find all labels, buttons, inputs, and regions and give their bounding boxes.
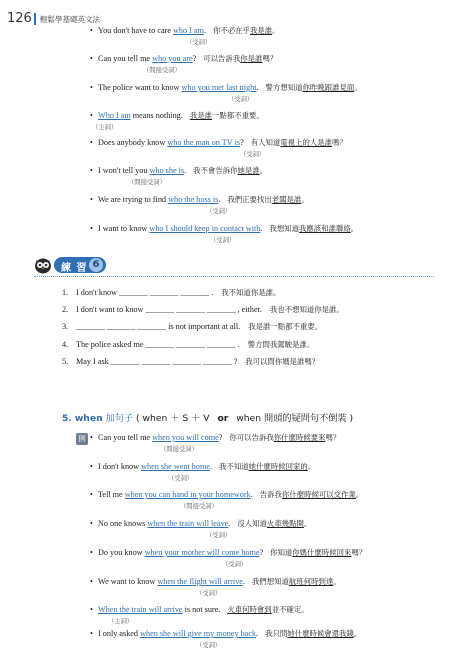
section-formula: ( when ＋ S ＋ V xyxy=(136,413,210,424)
sentence-prefix: Do you know xyxy=(98,548,145,557)
practice-item-translation: 我不知道你是誰。 xyxy=(221,288,281,297)
example-sentence xyxy=(90,82,362,93)
example-sentence xyxy=(90,518,311,529)
grammar-role-note: （受詞） xyxy=(196,590,222,597)
translation-suffix: 嗎？ xyxy=(325,433,341,442)
sentence-prefix: We are trying to find xyxy=(98,195,169,204)
sentence-suffix: means nothing. xyxy=(130,111,183,120)
translation-clause: 老闆是誰 xyxy=(271,195,302,204)
underlined-clause: who the man on TV is xyxy=(167,138,241,147)
practice-item-number: 2. xyxy=(62,305,69,314)
translation-clause: 你昨晚跟誰見面 xyxy=(302,83,355,92)
practice-number: 6 xyxy=(89,258,103,272)
translation-suffix: 。 xyxy=(350,224,359,233)
practice-item xyxy=(62,356,319,367)
translation-clause: 我是誰 xyxy=(249,26,273,35)
sentence-suffix: . xyxy=(242,577,245,586)
translation-suffix: 並不確定。 xyxy=(271,605,309,614)
translation-clause: 你是誰 xyxy=(240,54,263,63)
section-divider xyxy=(34,276,434,277)
sentence-suffix: . xyxy=(260,224,263,233)
translation-prefix: 警方想知道 xyxy=(265,83,303,92)
example-sentence xyxy=(90,25,280,36)
bullet-icon: • xyxy=(90,26,93,35)
example-sentence xyxy=(90,576,341,587)
translation-clause: 她是誰 xyxy=(237,166,260,175)
grammar-role-note: （間接受詞） xyxy=(143,67,181,74)
example-sentence xyxy=(90,604,309,615)
sentence-suffix: . xyxy=(250,490,253,499)
bullet-icon: • xyxy=(90,462,93,471)
underlined-clause: who I should keep in contact with xyxy=(149,224,261,233)
translation-prefix: 我只問 xyxy=(265,629,288,638)
practice-title: 練 習 xyxy=(61,263,88,274)
translation-clause: 火車幾點開 xyxy=(266,519,304,528)
grammar-role-note: （主詞） xyxy=(108,618,134,625)
bullet-icon: • xyxy=(90,548,93,557)
bullet-icon: • xyxy=(90,490,93,499)
translation-clause: 她什麼時候回家的 xyxy=(248,462,308,471)
sentence-suffix: . xyxy=(256,629,259,638)
sentence-suffix: ? xyxy=(192,54,197,63)
bullet-icon: • xyxy=(90,54,93,63)
translation-suffix: 。 xyxy=(333,577,341,586)
grammar-role-note: （受詞） xyxy=(206,532,232,539)
underlined-clause: who the boss is xyxy=(168,195,219,204)
sentence-prefix: We want to know xyxy=(98,577,158,586)
translation-suffix: 。 xyxy=(303,519,312,528)
practice-item-translation: 我可以問你媽是誰嗎？ xyxy=(245,357,320,366)
translation-suffix: 。 xyxy=(307,462,316,471)
example-sentence xyxy=(90,489,363,500)
section-subtitle: 加句子 xyxy=(105,413,134,424)
translation-prefix: 可以告訴我 xyxy=(203,54,241,63)
practice-item-english: I don't know _______ _______ _______ . xyxy=(76,288,214,297)
sentence-prefix: The police want to know xyxy=(98,83,182,92)
sentence-prefix: No one knows xyxy=(98,519,148,528)
grammar-role-note: （受詞） xyxy=(240,151,266,158)
sentence-suffix: . xyxy=(210,462,213,471)
bullet-icon: • xyxy=(90,138,93,147)
translation-clause: 你媽什麼時候回來 xyxy=(292,548,352,557)
translation-prefix: 我們想知道 xyxy=(251,577,289,586)
translation-suffix: 。 xyxy=(301,195,309,204)
section-heading xyxy=(62,410,353,424)
sentence-prefix: I only asked xyxy=(98,629,141,638)
sentence-suffix: ? xyxy=(259,548,264,557)
example-badge: 例 xyxy=(76,433,88,445)
example-sentence xyxy=(90,628,361,639)
bullet-icon: • xyxy=(90,166,93,175)
owl-icon xyxy=(34,256,52,274)
example-sentence xyxy=(90,432,340,443)
grammar-role-note: （受詞） xyxy=(210,237,236,244)
practice-item xyxy=(62,339,314,350)
page-number: 126 xyxy=(7,11,32,26)
header-divider xyxy=(34,13,36,25)
sentence-prefix: Tell me xyxy=(98,490,125,499)
example-sentence xyxy=(90,137,347,148)
translation-suffix: 。 xyxy=(354,83,362,92)
sentence-prefix: Can you tell me xyxy=(98,433,153,442)
grammar-role-note: （受詞） xyxy=(222,561,248,568)
practice-item-number: 1. xyxy=(62,288,69,297)
sentence-prefix: I won't tell you xyxy=(98,166,150,175)
sentence-suffix: . xyxy=(184,166,187,175)
translation-suffix: 嗎？ xyxy=(351,548,367,557)
translation-clause: 電視上的人是誰 xyxy=(280,138,333,147)
example-sentence xyxy=(90,165,267,176)
practice-item-english: _______ _______ _______ is not important at all. xyxy=(76,322,241,331)
translation-prefix: 我不會告訴你 xyxy=(193,166,238,175)
underlined-clause: when she went home xyxy=(141,462,210,471)
translation-clause: 我應該和誰聯絡 xyxy=(299,224,351,233)
bullet-icon: • xyxy=(90,195,93,204)
sentence-suffix: . xyxy=(203,26,206,35)
translation-suffix: 一點都不重要。 xyxy=(212,111,264,120)
underlined-clause: when you can hand in your homework xyxy=(124,490,251,499)
grammar-role-note: （受詞） xyxy=(168,475,194,482)
grammar-role-note: （間接受詞） xyxy=(128,179,166,186)
sentence-suffix: . xyxy=(228,519,231,528)
practice-item-number: 3. xyxy=(62,322,69,331)
practice-item-english: May I ask _______ _______ _______ _______ ? xyxy=(76,357,238,366)
translation-prefix: 我不知道 xyxy=(219,462,249,471)
translation-clause: 你什麼時候可以交作業 xyxy=(281,490,356,499)
practice-badge xyxy=(34,255,108,275)
sentence-prefix: Does anybody know xyxy=(98,138,168,147)
translation-prefix: 你可以告訴我 xyxy=(229,433,274,442)
translation-prefix: 告訴我 xyxy=(259,490,282,499)
underlined-clause: Who I am xyxy=(98,111,131,120)
bullet-icon: • xyxy=(90,605,93,614)
practice-item-translation: 我也不想知道你是誰。 xyxy=(269,305,344,314)
translation-suffix: 嗎？ xyxy=(262,54,278,63)
underlined-clause: when she will give my money back xyxy=(140,629,257,638)
translation-clause: 她什麼時候會還我錢 xyxy=(287,629,354,638)
example-sentence xyxy=(90,547,366,558)
example-sentence xyxy=(90,194,309,205)
bullet-icon: • xyxy=(90,577,93,586)
practice-item-number: 5. xyxy=(62,357,69,366)
grammar-role-note: （受詞） xyxy=(228,96,254,103)
grammar-role-note: （受詞） xyxy=(196,642,222,649)
translation-prefix: 有人知道 xyxy=(250,138,281,147)
sentence-suffix: . xyxy=(218,195,221,204)
sentence-suffix: is not sure. xyxy=(182,605,221,614)
example-sentence xyxy=(90,53,277,64)
translation-clause: 你什麼時候要來 xyxy=(273,433,326,442)
bullet-icon: • xyxy=(90,83,93,92)
translation-prefix: 我想知道 xyxy=(269,224,299,233)
practice-item-translation: 警方問我駕駛是誰。 xyxy=(247,340,315,349)
practice-item-translation: 我是誰一點都不重要。 xyxy=(248,322,323,331)
section-keyword: when xyxy=(74,413,103,424)
translation-clause: 火車何時會到 xyxy=(227,605,272,614)
translation-prefix: 你不必在乎 xyxy=(212,26,250,35)
underlined-clause: who you are xyxy=(152,54,193,63)
sentence-prefix: Can you tell me xyxy=(98,54,153,63)
grammar-role-note: （主詞） xyxy=(92,124,118,131)
book-title: 輕鬆學基礎英文法 xyxy=(40,15,100,24)
grammar-role-note: （間接受詞） xyxy=(160,446,198,453)
practice-item xyxy=(62,321,322,332)
underlined-clause: when your mother will come home xyxy=(144,548,260,557)
section-or: or xyxy=(217,413,229,424)
underlined-clause: when you will come xyxy=(152,433,219,442)
translation-clause: 我是誰 xyxy=(189,111,213,120)
sentence-suffix: ? xyxy=(240,138,244,147)
sentence-prefix: You don't have to care xyxy=(98,26,173,35)
translation-suffix: 。 xyxy=(353,629,362,638)
practice-item-number: 4. xyxy=(62,340,69,349)
practice-label xyxy=(54,257,106,273)
bullet-icon: • xyxy=(90,111,93,120)
bullet-icon: • xyxy=(90,519,93,528)
practice-item-english: The police asked me _______ _______ _______ . xyxy=(76,340,240,349)
translation-suffix: 。 xyxy=(355,490,364,499)
practice-item xyxy=(62,287,280,298)
sentence-suffix: . xyxy=(256,83,259,92)
underlined-clause: when the train will leave xyxy=(147,519,229,528)
underlined-clause: who I am xyxy=(173,26,204,35)
grammar-role-note: （間接受詞） xyxy=(180,503,218,510)
translation-prefix: 你知道 xyxy=(270,548,293,557)
practice-item xyxy=(62,304,344,315)
underlined-clause: who you met last night xyxy=(181,83,257,92)
example-sentence xyxy=(90,223,358,234)
sentence-prefix: I don't know xyxy=(98,462,142,471)
section-alt: when 開頭的疑問句不倒裝 ) xyxy=(236,413,354,424)
grammar-role-note: （受詞） xyxy=(206,208,232,215)
translation-suffix: 。 xyxy=(272,26,280,35)
translation-prefix: 我們正要找出 xyxy=(227,195,272,204)
example-sentence xyxy=(90,110,264,121)
bullet-icon: • xyxy=(90,629,93,638)
sentence-prefix: I want to know xyxy=(98,224,150,233)
translation-prefix: 沒人知道 xyxy=(237,519,267,528)
section-number: 5. xyxy=(62,413,72,424)
underlined-clause: who she is xyxy=(149,166,185,175)
sentence-suffix: ? xyxy=(218,433,223,442)
practice-item-english: I don't want to know _______ _______ _______ , either. xyxy=(76,305,262,314)
underlined-clause: when the flight will arrive xyxy=(157,577,243,586)
bullet-icon: • xyxy=(90,433,93,442)
translation-suffix: 。 xyxy=(259,166,268,175)
bullet-icon: • xyxy=(90,224,93,233)
translation-suffix: 嗎？ xyxy=(332,138,347,147)
underlined-clause: When the train will arrive xyxy=(98,605,183,614)
grammar-role-note: （受詞） xyxy=(186,39,212,46)
translation-clause: 航班何時到達 xyxy=(288,577,334,586)
example-sentence xyxy=(90,461,315,472)
